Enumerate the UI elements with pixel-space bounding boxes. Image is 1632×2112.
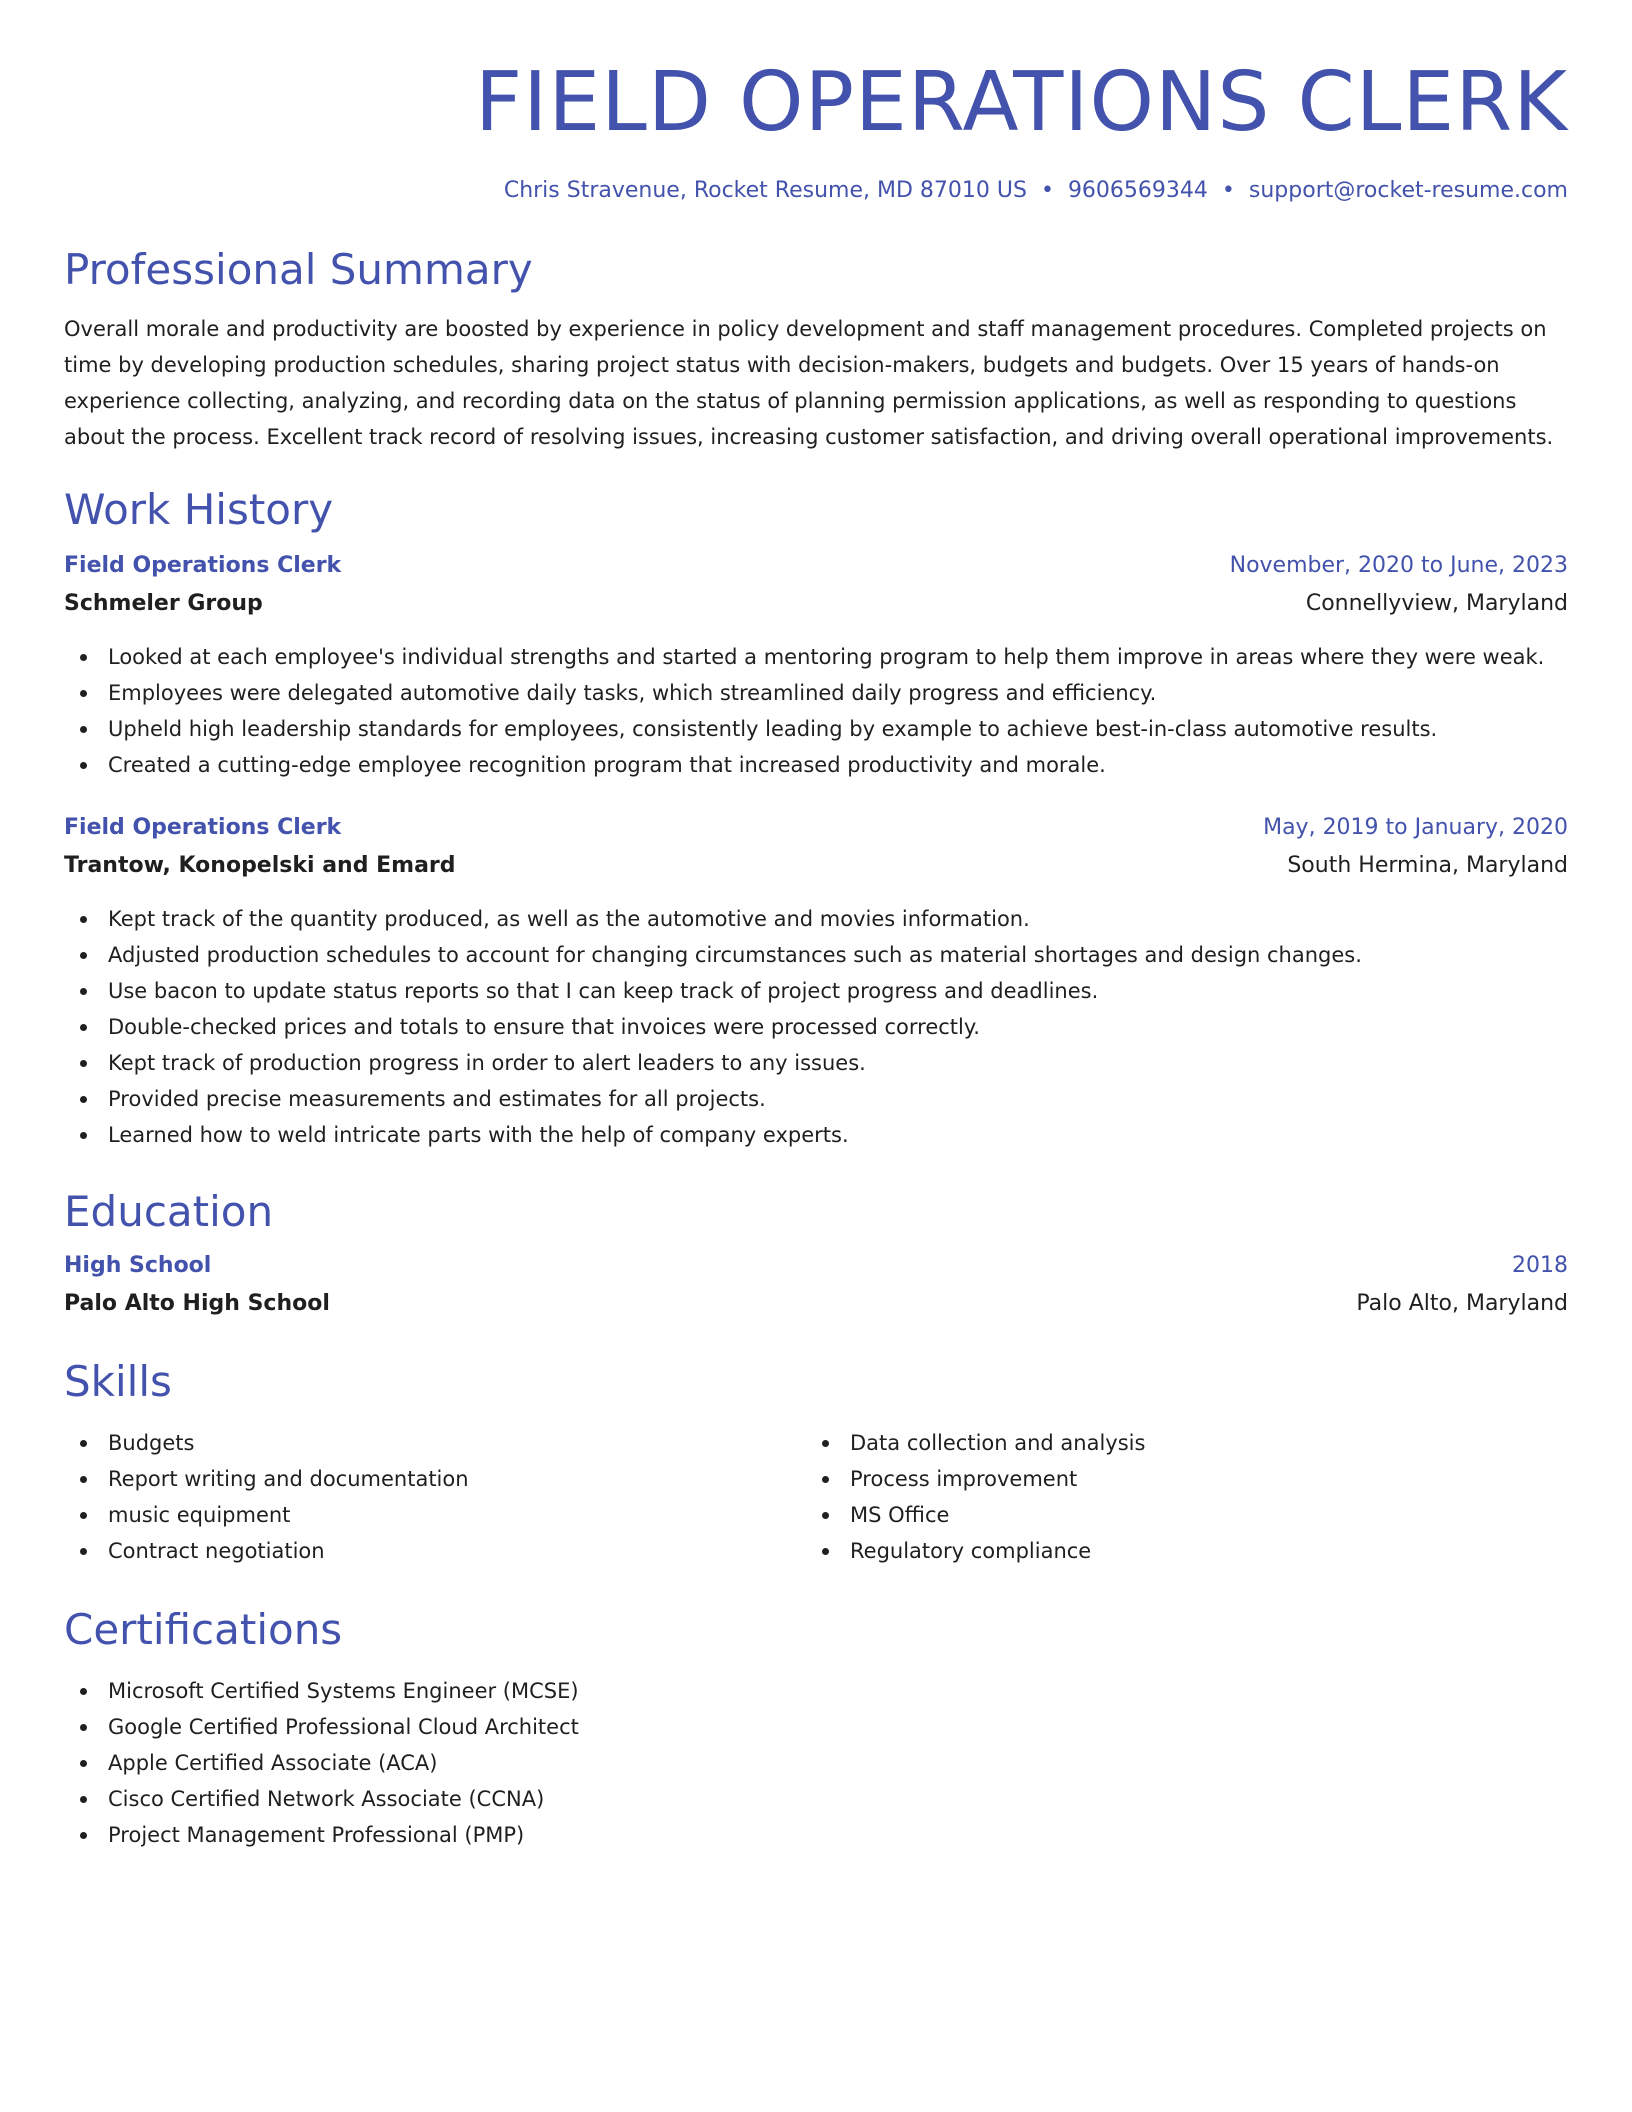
list-item: Created a cutting-edge employee recognition program that increased productivity and morale.: [64, 747, 1568, 783]
job-location: South Hermina, Maryland: [1287, 853, 1568, 878]
job-entry: [64, 547, 1568, 783]
list-item: Use bacon to update status reports so that I can keep track of project progress and deadlines.: [64, 973, 1568, 1009]
education-year: 2018: [1512, 1253, 1568, 1278]
job-header: [64, 547, 1568, 585]
education-entry: [64, 1247, 1568, 1323]
job-location: Connellyview, Maryland: [1305, 591, 1568, 616]
list-item: Process improvement: [806, 1461, 1558, 1497]
skills-list-right: [806, 1425, 1558, 1569]
certifications-heading: Certifications: [64, 1605, 343, 1654]
list-item: MS Office: [806, 1497, 1558, 1533]
job-header: [64, 809, 1568, 847]
contact-separator: •: [1040, 178, 1054, 203]
list-item: Adjusted production schedules to account for changing circumstances such as material shortages and design changes.: [64, 937, 1568, 973]
job-dates: May, 2019 to January, 2020: [1263, 815, 1568, 840]
list-item: Double-checked prices and totals to ensure that invoices were processed correctly.: [64, 1009, 1568, 1045]
list-item: Apple Certified Associate (ACA): [64, 1745, 1568, 1781]
education-location: Palo Alto, Maryland: [1356, 1291, 1568, 1316]
contact-separator: •: [1221, 178, 1235, 203]
list-item: Provided precise measurements and estimates for all projects.: [64, 1081, 1568, 1117]
list-item: Upheld high leadership standards for employees, consistently leading by example to achieve best-in-class automotive results.: [64, 711, 1568, 747]
list-item: Kept track of the quantity produced, as well as the automotive and movies information.: [64, 901, 1568, 937]
job-bullets: [64, 901, 1568, 1153]
list-item: Contract negotiation: [64, 1533, 816, 1569]
skills-heading: Skills: [64, 1357, 172, 1406]
list-item: Learned how to weld intricate parts with the help of company experts.: [64, 1117, 1568, 1153]
list-item: music equipment: [64, 1497, 816, 1533]
education-school: Palo Alto High School: [64, 1291, 330, 1316]
education-degree: High School: [64, 1253, 212, 1278]
job-subheader: [64, 585, 1568, 623]
list-item: Cisco Certified Network Associate (CCNA): [64, 1781, 1568, 1817]
job-company: Schmeler Group: [64, 591, 263, 616]
contact-email: support@rocket-resume.com: [1248, 178, 1568, 203]
contact-line: [64, 178, 1568, 203]
job-entry: [64, 809, 1568, 1153]
education-heading: Education: [64, 1187, 274, 1236]
job-company: Trantow, Konopelski and Emard: [64, 853, 456, 878]
education-subheader: [64, 1285, 1568, 1323]
resume-page: [64, 0, 1568, 1853]
resume-title: FIELD OPERATIONS CLERK: [474, 55, 1568, 150]
list-item: Project Management Professional (PMP): [64, 1817, 1568, 1853]
education-header: [64, 1247, 1568, 1285]
summary-text: Overall morale and productivity are boosted by experience in policy development and staff management procedures. Completed projects on time by developing production schedules, sharing project status with decision-makers, budgets and budgets. Over 15 years of hands-on experience collecting, analyzing, and recording data on the status of planning permission applications, as well as responding to questions about the process. Excellent track record of resolving issues, increasing customer satisfaction, and driving overall operational improvements.: [64, 317, 1554, 449]
skills-list-left: [64, 1425, 816, 1569]
summary-heading: Professional Summary: [64, 245, 533, 294]
list-item: Google Certified Professional Cloud Architect: [64, 1709, 1568, 1745]
work-history-heading: Work History: [64, 485, 334, 534]
list-item: Budgets: [64, 1425, 816, 1461]
skills-columns: [64, 1425, 1568, 1569]
job-dates: November, 2020 to June, 2023: [1229, 553, 1568, 578]
job-title: Field Operations Clerk: [64, 553, 342, 578]
list-item: Report writing and documentation: [64, 1461, 816, 1497]
list-item: Regulatory compliance: [806, 1533, 1558, 1569]
contact-phone: 9606569344: [1067, 178, 1208, 203]
job-bullets: [64, 639, 1568, 783]
certifications-list: [64, 1673, 1568, 1853]
list-item: Looked at each employee's individual strengths and started a mentoring program to help them improve in areas where they were weak.: [64, 639, 1568, 675]
list-item: Microsoft Certified Systems Engineer (MCSE): [64, 1673, 1568, 1709]
list-item: Employees were delegated automotive daily tasks, which streamlined daily progress and efficiency.: [64, 675, 1568, 711]
job-title: Field Operations Clerk: [64, 815, 342, 840]
list-item: Kept track of production progress in order to alert leaders to any issues.: [64, 1045, 1568, 1081]
list-item: Data collection and analysis: [806, 1425, 1558, 1461]
job-subheader: [64, 847, 1568, 885]
contact-address: Chris Stravenue, Rocket Resume, MD 87010 US: [503, 178, 1027, 203]
